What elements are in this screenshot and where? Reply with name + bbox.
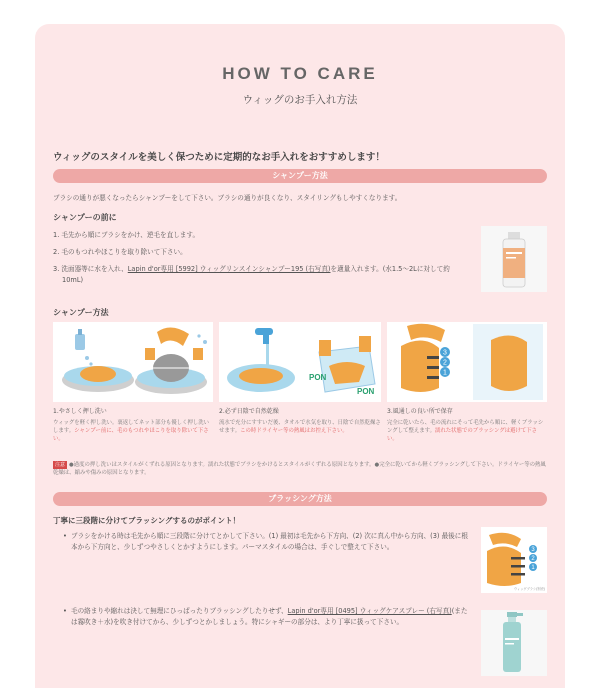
shampoo-section-band: シャンプー方法: [53, 169, 547, 183]
shampoo-panel-1-image: [53, 322, 213, 402]
spray-product-link[interactable]: Lapin d'or専用 [0495] ウィッグケアスプレー (右写真): [287, 607, 452, 615]
step-3: 3. 洗面器等に水を入れ、Lapin d'or専用 [5992] ウィッグリンスインシャンプー195 (右写真)を適量入れます。(水1.5〜2Lに対して約 10mL): [53, 265, 450, 284]
wash-bowl-icon: [53, 322, 213, 402]
shampoo-product-image[interactable]: [481, 226, 547, 292]
brushing-steps-image: [481, 527, 547, 593]
lead-text: ウィッグのスタイルを美しく保つために定期的なお手入れをおすすめします！: [53, 152, 385, 163]
shampoo-note: 注意 ●過度の押し洗いはスタイルがくずれる原因となります。濡れた状態でブラシをかけるとスタイルがくずれる原因となります。●完全に乾いてから軽くブラッシングして下さい。ドライヤー等の熱風乾燥は、縮みや傷みの原因となります。: [53, 462, 546, 476]
wig-brush-steps-icon: [481, 527, 547, 593]
rinse-dry-icon: [219, 322, 381, 402]
panel-3-text: 完全に乾いたら、毛の流れにそって毛先から順に、軽くブラッシングして整えます。濡れた状態でのブラッシングは避けて下さい。: [387, 420, 544, 442]
step-number-1: 1: [443, 369, 447, 377]
care-card: [35, 24, 565, 688]
shampoo-before-steps: [53, 230, 473, 286]
shampoo-before-title: シャンプーの前に: [53, 213, 117, 222]
brushing-bullet-2: • 毛の絡まりや縮れは決して無理にひっぱったりブラッシングしたりせず、Lapin d'or専用 [0495] ウィッグケアスプレー (右写真)(または霧吹き＋水)を吹き付けてから、少しずつとかしましょう。特にシャギーの部分は、より丁寧に扱って下さい。: [71, 606, 471, 628]
brushing-point: 丁寧に三段階に分けてブラッシングするのがポイント！: [53, 516, 241, 525]
brush-step-number-2: 2: [531, 556, 535, 562]
step-1: 1. 毛先から順にブラシをかけ、逆毛を直します。: [53, 231, 200, 239]
spray-product-image[interactable]: [481, 610, 547, 676]
panel-2-text: 流水で充分にすすいだ後、タオルで水気を取り、日陰で自然乾燥させます。この時ドライヤー等の熱風はお控え下さい。: [219, 420, 381, 434]
step-2: 2. 毛のもつれやほこりを取り除いて下さい。: [53, 248, 187, 256]
panel-2-title: 2.必ず日陰で自然乾燥: [219, 408, 279, 415]
page-title: HOW TO CARE: [222, 64, 378, 83]
brush-caption: ウィッグブラシ(別売): [514, 587, 545, 591]
brushing-steps-icon: [387, 322, 547, 402]
note-badge: 注意: [55, 462, 66, 468]
shampoo-product-link[interactable]: Lapin d'or専用 [5992] ウィッグリンスインシャンプー195 (右写真): [127, 265, 331, 273]
step-number-2: 2: [443, 359, 447, 367]
panel-3-title: 3.風通しの良い所で保存: [387, 408, 453, 415]
pon-label-1: PON: [309, 373, 327, 382]
brush-step-number-3: 3: [531, 547, 535, 553]
page-subtitle: ウィッグのお手入れ方法: [242, 94, 358, 106]
step-number-3: 3: [443, 349, 447, 357]
spray-bottle-icon: [481, 610, 547, 676]
brushing-section-band: ブラッシング方法: [53, 492, 547, 506]
shampoo-method-title: シャンプー方法: [53, 308, 109, 317]
panel-1-title: 1.やさしく押し洗い: [53, 408, 107, 415]
brushing-bullet-1: • ブラシをかける時は毛先から順に三段階に分けてとかして下さい。(1) 最初は毛先から下方向、(2) 次に真ん中から方向、(3) 最後に根本から下方向と、少しずつやさしくとかすようにします。パーマスタイルの場合は、手ぐしで整えて下さい。: [71, 531, 471, 553]
panel-1-text: ウィッグを軽く押し洗い。裏返してネット部分も優しく押し洗いします。シャンプー前に、毛のもつれやほこりを取り除いて下さい。: [53, 420, 210, 442]
pon-label-2: PON: [357, 387, 375, 396]
shampoo-bottle-icon: [481, 226, 547, 292]
brush-step-number-1: 1: [531, 565, 535, 571]
shampoo-panel-2-image: [219, 322, 381, 402]
shampoo-panel-3-image: [387, 322, 547, 402]
shampoo-intro: ブラシの通りが悪くなったらシャンプーをして下さい。ブラシの通りが良くなり、スタイリングもしやすくなります。: [53, 194, 402, 202]
